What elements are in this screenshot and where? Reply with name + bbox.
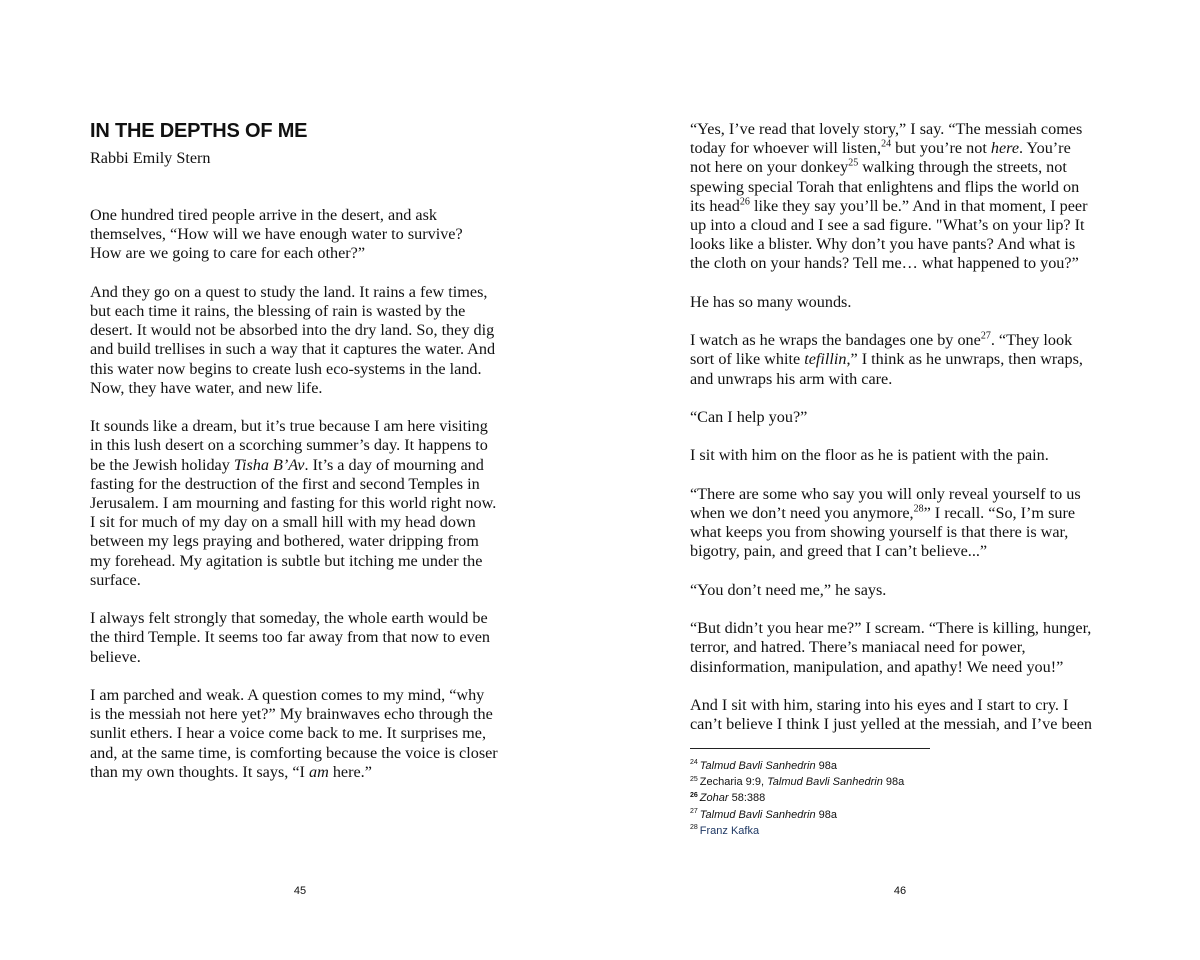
paragraph [690,446,1115,465]
text-line: spewing special Torah that enlightens and flips the world on [690,177,1080,196]
left-page-body [90,206,515,801]
page-number: 45 [293,885,307,897]
text-line: believe. [90,647,141,666]
text-segment: when we don’t need you anymore, [690,503,914,522]
footnote-text: 98a [815,760,837,772]
footnote-number: 24 [690,759,698,767]
text-line: I always felt strongly that someday, the whole earth would be [90,609,488,628]
footnote-marker[interactable]: 24 [881,138,892,150]
text-line: and unwraps his arm with care. [690,369,893,388]
text-line: themselves, “How will we have enough water to survive? [90,225,463,244]
footnotes [690,758,1090,839]
paragraph [90,609,515,667]
footnote-source: Talmud Bavli Sanhedrin [699,808,816,821]
text-line: Now, they have water, and new life. [90,378,323,397]
text-line: this water now begins to create lush eco-systems in the land. [90,359,482,378]
text-segment: . It’s a day of mourning and [304,455,484,474]
footnote-text: 98a [882,776,905,789]
italic-term: Tisha B’Av [233,455,305,474]
paragraph [690,581,1115,600]
text-line: but each time it rains, the blessing of rain is wasted by the [90,302,466,320]
text-segment: ” I recall. “So, I’m sure [923,503,1076,522]
text-line: bigotry, pain, and greed that I can’t believe...” [690,542,988,561]
text-line [690,158,1115,177]
text-line [690,350,1115,369]
text-line: I sit for much of my day on a small hill with my head down [90,513,476,532]
text-line [690,139,1115,158]
footnote-marker[interactable]: 27 [980,330,991,342]
paragraph [690,408,1115,427]
footnote [690,758,1090,774]
text-line: sunlit ethers. I hear a voice come back to me. It surprises me, [90,724,487,743]
footnote [690,823,1090,839]
text-line: and, at the same time, is comforting because the voice is closer [90,743,498,762]
paragraph [690,696,1115,734]
text-line: “Yes, I’ve read that lovely story,” I say. “The messiah comes [690,120,1083,138]
text-line: And they go on a quest to study the land. It rains a few times, [90,282,488,301]
text-line: terror, and hatred. There’s maniacal need for power, [690,638,1026,657]
text-segment: ,” I think as he unwraps, then wraps, [846,350,1083,369]
text-line [90,456,515,475]
text-line: Jerusalem. I am mourning and fasting for this world right now. [90,494,497,513]
text-line: and build trellises in such a way that it captures the water. And [90,340,496,359]
text-segment: than my own thoughts. It says, “I [90,762,309,781]
text-line: “You don’t need me,” he says. [690,580,887,599]
author-name: Rabbi Emily Stern [90,149,211,167]
text-line: my forehead. My agitation is subtle but itching me under the [90,551,483,570]
text-line: I sit with him on the floor as he is patient with the pain. [690,446,1049,465]
paragraph [690,293,1115,312]
footnote-text: Zecharia 9:9, [699,776,768,789]
text-line: disinformation, manipulation, and apathy! We need you!” [690,657,1064,676]
footnote-text: 58:388 [728,792,766,805]
footnote-number: 27 [690,807,698,815]
page-number: 46 [893,885,907,897]
paragraph [690,485,1115,562]
text-line: in this lush desert on a scorching summer’s day. It happens to [90,436,488,455]
text-line: “But didn’t you hear me?” I scream. “There is killing, hunger, [690,619,1092,638]
text-segment: . “They look [990,331,1073,350]
footnote-source: Talmud Bavli Sanhedrin [767,776,883,789]
text-line [690,197,1115,216]
text-segment: but you’re not [891,139,991,158]
footnote-link[interactable]: Franz Kafka [699,824,760,837]
paragraph [90,283,515,398]
paragraph [90,686,515,782]
footnote-marker[interactable]: 28 [913,503,924,515]
right-page [600,0,1200,960]
footnote-marker[interactable]: 25 [848,158,859,170]
right-page-body [690,120,1115,754]
footnote-number: 28 [690,824,698,832]
text-segment: I watch as he wraps the bandages one by one [690,331,981,350]
text-line: fasting for the destruction of the first and second Temples in [90,474,480,493]
footnote-number: 25 [690,775,698,783]
footnote [690,774,1090,790]
paragraph [690,331,1115,389]
footnote-divider [690,748,930,749]
text-segment: walking through the streets, not [858,158,1067,177]
text-segment: sort of like white [690,350,805,369]
text-segment: like they say you’ll be.” And in that moment, I peer [749,196,1088,215]
footnote [690,790,1090,806]
italic-term: am [308,762,329,781]
text-line: He has so many wounds. [690,292,852,311]
text-segment: here.” [328,762,372,781]
footnote-marker[interactable]: 26 [739,196,750,208]
text-line: is the messiah not here yet?” My brainwaves echo through the [90,705,493,724]
paragraph [690,619,1115,677]
text-segment: . You’re [1019,139,1071,158]
text-line: One hundred tired people arrive in the desert, and ask [90,206,438,224]
text-line: up into a cloud and I see a sad figure. "What’s on your lip? It [690,216,1085,235]
italic-term: tefillin [804,350,847,369]
text-line [90,763,515,782]
text-segment: its head [690,196,740,215]
text-line: the third Temple. It seems too far away from that now to even [90,628,490,647]
text-segment: be the Jewish holiday [90,455,234,474]
text-line: the cloth on your hands? Tell me… what happened to you?” [690,254,1079,273]
footnote-source: Zohar [699,792,729,805]
paragraph [690,120,1115,274]
text-segment: not here on your donkey [690,158,849,177]
text-line [690,331,1115,350]
paragraph [90,417,515,590]
text-line: “Can I help you?” [690,408,808,426]
footnote-source: Talmud Bavli Sanhedrin [699,760,816,772]
italic-term: here [990,139,1020,158]
text-line: desert. It would not be absorbed into the dry land. So, they dig [90,321,495,340]
footnote-text: 98a [815,808,837,821]
text-line [690,504,1115,523]
footnote-number: 26 [690,791,698,799]
text-line: “There are some who say you will only reveal yourself to us [690,484,1081,503]
text-line: surface. [90,570,141,589]
paragraph [90,206,515,264]
chapter-title: IN THE DEPTHS OF ME [90,120,308,142]
text-line: between my legs praying and bothered, water dripping from [90,532,479,551]
text-line: How are we going to care for each other?” [90,244,366,263]
footnote [690,807,1090,823]
text-line: what keeps you from showing yourself is that there is war, [690,523,1069,542]
text-line: It sounds like a dream, but it’s true because I am here visiting [90,417,488,436]
text-line: looks like a blister. Why don’t you have pants? And what is [690,235,1076,254]
text-line: And I sit with him, staring into his eyes and I start to cry. I [690,695,1069,714]
text-segment: today for whoever will listen, [690,139,882,158]
text-line: I am parched and weak. A question comes to my mind, “why [90,686,485,705]
text-line: can’t believe I think I just yelled at the messiah, and I’ve been [690,715,1092,734]
